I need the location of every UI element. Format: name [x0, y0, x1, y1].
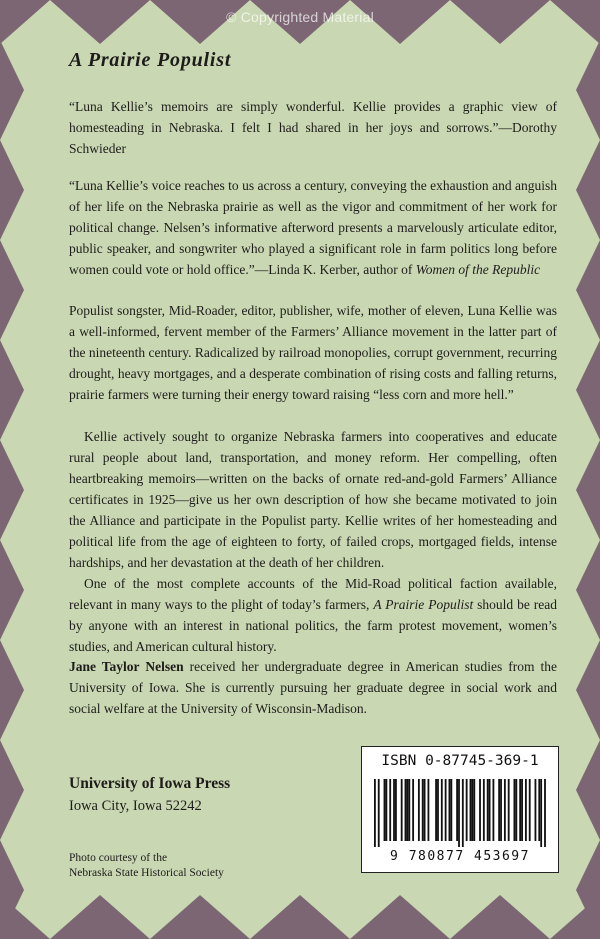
barcode-bar — [378, 779, 380, 847]
border-tooth-right — [576, 40, 600, 140]
barcode-bar — [471, 779, 473, 841]
barcode-bar — [374, 779, 376, 847]
barcode-bar — [441, 779, 443, 841]
barcode-bar — [450, 779, 452, 841]
barcode-bar — [449, 779, 451, 841]
barcode-bar — [424, 779, 426, 841]
closing-text-start: One of the most complete accounts of the Mid-Road political faction available, relevant in many ways to the plight of today’s farmers, — [69, 576, 557, 612]
barcode-bar — [405, 779, 407, 841]
author-bio-text: received her undergraduate degree in American studies from the University of Iowa. She is currently pursuing her graduate degree in social work and social welfare at the University of Wisconsin-Madison. — [69, 659, 558, 716]
border-tooth-bottom — [150, 895, 250, 939]
barcode-bar — [521, 779, 523, 841]
barcode-icon — [374, 779, 546, 847]
review-quote-kerber — [69, 175, 557, 280]
border-tooth-right — [576, 540, 600, 640]
barcode-bar — [514, 779, 516, 841]
barcode-bar — [540, 779, 542, 847]
barcode-bar — [538, 779, 540, 841]
barcode-bar — [483, 779, 485, 841]
photo-credit-line-1: Photo courtesy of the — [69, 852, 168, 864]
barcode-bar — [470, 779, 472, 841]
barcode-bar — [412, 779, 414, 841]
barcode-bar — [473, 779, 475, 841]
publisher-block — [69, 773, 299, 817]
barcode-bar — [479, 779, 481, 841]
review-quote-schwieder: “Luna Kellie’s memoirs are simply wonderful. Kellie provides a graphic view of homesteading in Nebraska. I felt I had shared in her joys and sorrows.”—Dorothy Schwieder — [69, 99, 557, 156]
barcode-bar — [515, 779, 517, 841]
barcode-bar — [435, 779, 437, 841]
photo-credit-line-2: Nebraska State Historical Society — [69, 867, 224, 879]
closing-book-title: A Prairie Populist — [373, 597, 474, 612]
publisher-city: Iowa City, Iowa 52242 — [69, 798, 202, 814]
closing-text-end: should be read by anyone with an interest in national politics, the farm protest movement, women’s studies, and American cultural history. — [69, 597, 557, 654]
barcode-bar — [508, 779, 510, 841]
barcode-bar — [384, 779, 386, 841]
barcode-bar — [487, 779, 489, 841]
barcode-bar — [519, 779, 521, 841]
barcode-bar — [529, 779, 531, 841]
border-tooth-left — [0, 340, 24, 440]
barcode-bar — [456, 779, 458, 841]
border-tooth-left — [0, 440, 24, 540]
barcode-bar — [406, 779, 408, 841]
description-paragraph-2: Kellie actively sought to organize Nebraska farmers into cooperatives and educate rural people about land, transportation, and money reform. Her compelling, often heartbreaking memoirs—written on the backs of ornate red-and-gold Farmers’ Alliance certificates in 1925—give us her own description of how she became motivated to join the Alliance and participate in the Populist party. Kellie writes of her homesteading and political life from the age of eighteen to forty, of failed crops, mortgaged fields, intense hardships, and her devastation at the death of her children. — [69, 429, 557, 570]
border-tooth-bottom — [350, 895, 450, 939]
border-tooth-right — [576, 340, 600, 440]
border-tooth-left — [0, 540, 24, 640]
isbn-label: ISBN 0-87745-369-1 — [381, 753, 539, 769]
barcode-digits: 9 780877 453697 — [390, 849, 530, 864]
barcode-bar — [466, 779, 468, 841]
barcode-bar — [401, 779, 403, 841]
barcode-bar — [458, 779, 460, 847]
isbn-barcode — [361, 746, 559, 873]
barcode-bar — [504, 779, 506, 841]
barcode-bar — [535, 779, 537, 841]
border-tooth-bottom — [50, 895, 150, 939]
barcode-bar — [445, 779, 447, 841]
border-tooth-right — [576, 640, 600, 740]
border-tooth-left — [0, 240, 24, 340]
author-bio — [69, 656, 557, 719]
description-paragraph-1: Populist songster, Mid-Roader, editor, publisher, wife, mother of eleven, Luna Kellie was a well-informed, fervent member of the Farmers’ Alliance movement in the latter part of the nineteenth century. Radicalized by railroad monopolies, corrupt government, recurring drought, heavy mortgages, and a desperate combination of rising costs and falling returns, prairie farmers were turning their energy toward raising “less corn and more hell.” — [69, 303, 557, 402]
border-tooth-right — [576, 740, 600, 840]
barcode-bar — [428, 779, 430, 841]
cited-work-title: Women of the Republic — [415, 262, 541, 277]
border-tooth-left — [0, 740, 24, 840]
barcode-bar — [544, 779, 546, 847]
border-tooth-left — [0, 140, 24, 240]
barcode-bar — [395, 779, 397, 841]
author-name: Jane Taylor Nelsen — [69, 659, 184, 674]
publisher-name: University of Iowa Press — [69, 775, 231, 792]
border-tooth-right — [576, 140, 600, 240]
quote-text: “Luna Kellie’s voice reaches to us across a century, conveying the exhaustion and anguish of her life on the Nebraska prairie as well as the vigor and commitment of her work for political change. Nelsen’s informative afterword presents a marvelously articulate editor, public speaker, and songwriter who played a significant role in farm politics long before women could vote or hold office.”—Linda K. Kerber, author of — [69, 178, 557, 277]
photo-credit — [69, 851, 299, 881]
border-tooth-bottom — [250, 895, 350, 939]
border-tooth-left — [0, 40, 24, 140]
barcode-bar — [500, 779, 502, 841]
barcode-bar — [389, 779, 391, 841]
border-tooth-right — [576, 240, 600, 340]
barcode-bar — [498, 779, 500, 841]
barcode-bar — [492, 779, 494, 841]
border-tooth-left — [0, 640, 24, 740]
barcode-bar — [408, 779, 410, 841]
barcode-bar — [385, 779, 387, 841]
barcode-bar — [489, 779, 491, 841]
barcode-bar — [437, 779, 439, 841]
book-title: A Prairie Populist — [69, 49, 232, 71]
border-tooth-right — [576, 440, 600, 540]
barcode-bar — [525, 779, 527, 841]
barcode-bar — [393, 779, 395, 841]
copyright-watermark: © Copyrighted Material — [226, 9, 374, 25]
description-paragraph-3 — [69, 573, 557, 657]
barcode-bar — [418, 779, 420, 841]
border-tooth-bottom — [450, 895, 550, 939]
barcode-bar — [462, 779, 464, 847]
barcode-bar — [422, 779, 424, 841]
